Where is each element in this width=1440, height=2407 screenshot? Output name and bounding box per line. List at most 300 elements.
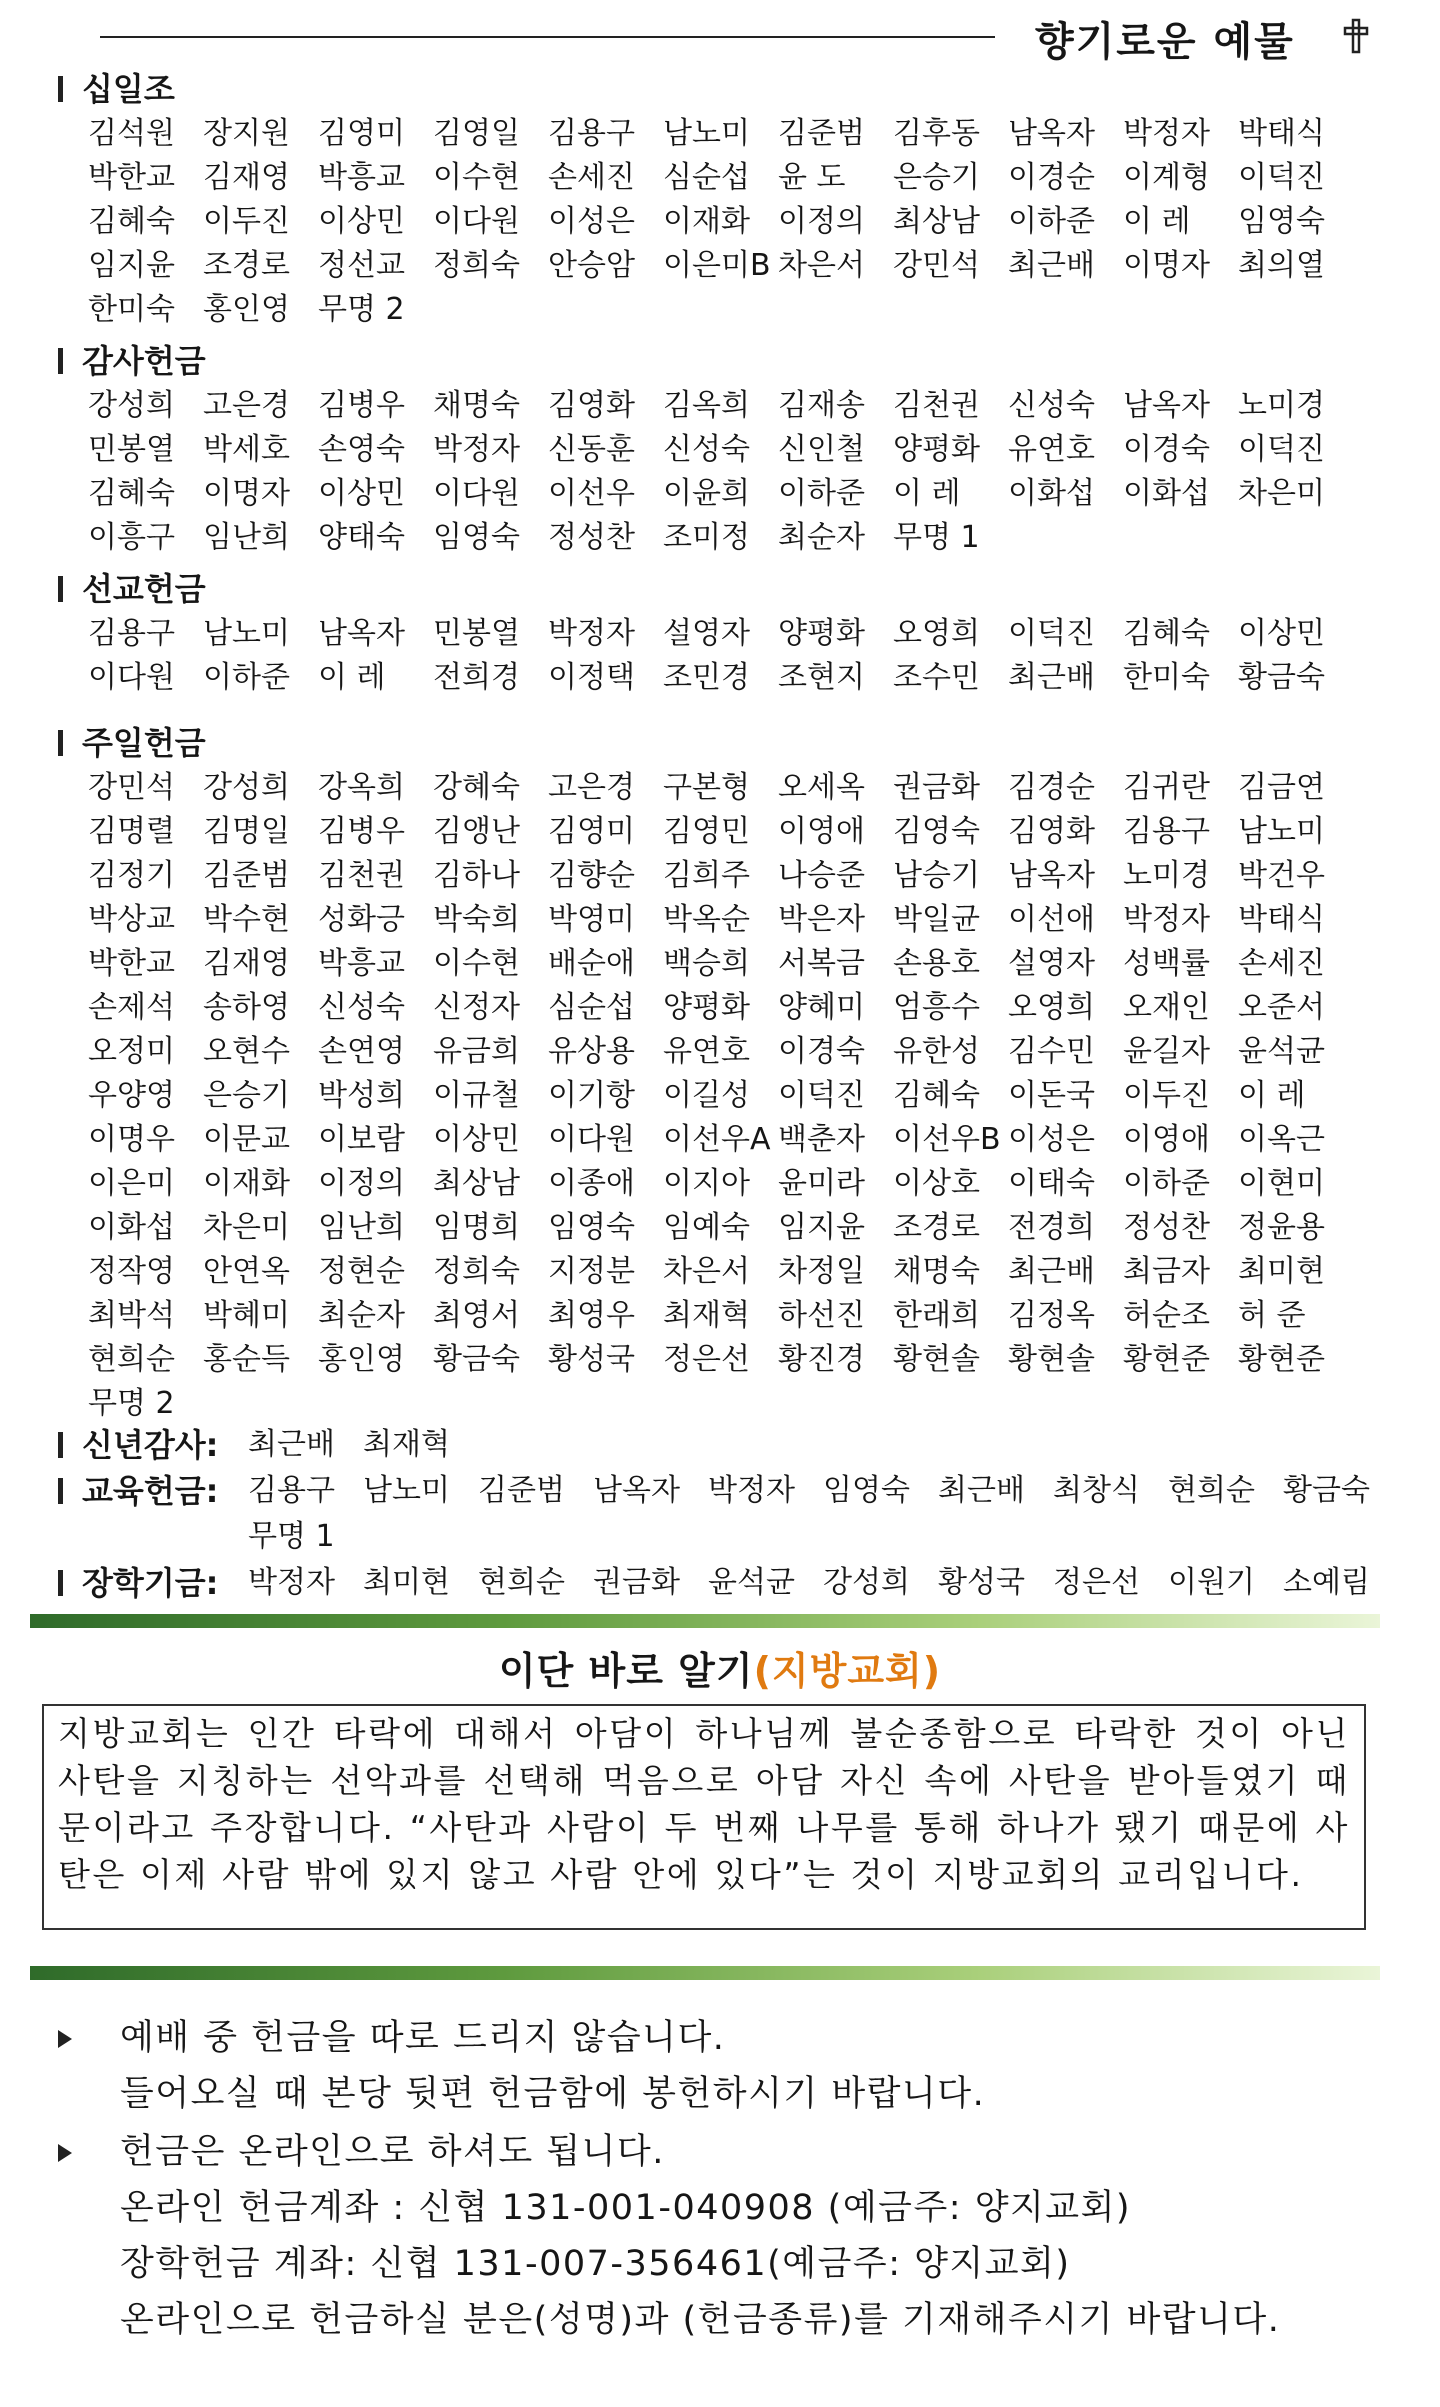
section-title: 주일헌금 [82, 724, 206, 762]
donor-name: 남승기 [893, 858, 980, 893]
donor-name: 성화긍 [318, 902, 405, 937]
donor-name: 임지윤 [88, 248, 175, 283]
donor-name: 오영희 [1008, 990, 1095, 1025]
section-title: 감사헌금 [82, 342, 206, 380]
donor-name: 김귀란 [1123, 770, 1210, 805]
donor-name: 무명 1 [893, 520, 980, 555]
donor-name: 박정자 [708, 1473, 795, 1508]
donor-name: 최금자 [1123, 1254, 1210, 1289]
donor-name: 박수현 [203, 902, 290, 937]
heresy-body: 지방교회는 인간 타락에 대해서 아담이 하나님께 불순종함으로 타락한 것이 아닌 사탄을 지칭하는 선악과를 선택해 먹음으로 아담 자신 속에 사탄을 받아들였기 때문이라고 주장합니다. “사탄과 사람이 두 번째 나무를 통해 하나가 됐기 때문에 사탄은 이제 사람 밖에 있지 않고 사람 안에 있다”는 것이 지방교회의 교리입니다. [58, 1714, 1350, 1894]
donor-name: 손세진 [548, 160, 635, 195]
donor-name: 홍인영 [203, 292, 290, 327]
donor-name: 남노미 [203, 616, 290, 651]
donor-name: 차은미 [1238, 476, 1325, 511]
notice-line: 온라인으로 헌금하실 분은(성명)과 (헌금종류)를 기재해주시기 바랍니다. [120, 2300, 1281, 2340]
donor-name: 최박석 [88, 1298, 175, 1333]
donor-name: 전경희 [1008, 1210, 1095, 1245]
donor-name: 엄흥수 [893, 990, 980, 1025]
donor-name: 손제석 [88, 990, 175, 1025]
donor-name: 김하나 [433, 858, 520, 893]
donor-name: 소예림 [1283, 1565, 1370, 1600]
name-list [88, 766, 1388, 1426]
donor-name: 민봉열 [433, 616, 520, 651]
donor-name: 임지윤 [778, 1210, 865, 1245]
donor-name: 황성국 [938, 1565, 1025, 1600]
donor-name: 홍인영 [318, 1342, 405, 1377]
notice-line: 온라인 헌금계좌 : 신협 131-001-040908 (예금주: 양지교회) [120, 2188, 1132, 2228]
donor-name: 윤미라 [778, 1166, 865, 1201]
donor-name: 오현수 [203, 1034, 290, 1069]
donor-name: 최순자 [778, 520, 865, 555]
donor-name: 이수현 [433, 946, 520, 981]
green-divider [30, 1966, 1380, 1980]
notice-line: 장학헌금 계좌: 신협 131-007-356461(예금주: 양지교회) [120, 2244, 1071, 2284]
donor-name: 황금숙 [1283, 1473, 1370, 1508]
donor-name: 이다원 [88, 660, 175, 695]
donor-name: 이영애 [1123, 1122, 1210, 1157]
donor-name: 박정자 [433, 432, 520, 467]
donor-name: 최창식 [1053, 1473, 1140, 1508]
donor-name: 안연옥 [203, 1254, 290, 1289]
donor-name: 강성희 [88, 388, 175, 423]
donor-name: 이옥근 [1238, 1122, 1325, 1157]
donor-name: 이상민 [318, 476, 405, 511]
donor-name: 이두진 [1123, 1078, 1210, 1113]
donor-name: 이명우 [88, 1122, 175, 1157]
donor-name: 배순애 [548, 946, 635, 981]
donor-name: 박영미 [548, 902, 635, 937]
donor-name: 김용구 [1123, 814, 1210, 849]
donor-name: 윤 도 [778, 160, 846, 195]
donor-name: 이흥구 [88, 520, 175, 555]
donor-name: 박정자 [1123, 902, 1210, 937]
donor-name: 강혜숙 [433, 770, 520, 805]
donor-name: 김준범 [478, 1473, 565, 1508]
donor-name: 김앵난 [433, 814, 520, 849]
donor-name: 김수민 [1008, 1034, 1095, 1069]
heresy-title-sub: (지방교회) [753, 1649, 942, 1693]
section-title: 십일조 [82, 70, 175, 108]
donor-name: 최근배 [1008, 1254, 1095, 1289]
donor-name: 박은자 [778, 902, 865, 937]
donor-name: 최영우 [548, 1298, 635, 1333]
donor-name: 박성희 [318, 1078, 405, 1113]
donor-name: 김향순 [548, 858, 635, 893]
name-list [88, 384, 1388, 560]
donor-name: 황현솔 [1008, 1342, 1095, 1377]
donor-name: 황현준 [1123, 1342, 1210, 1377]
donor-name: 신성숙 [663, 432, 750, 467]
donor-name: 윤석균 [1238, 1034, 1325, 1069]
donor-name: 유연호 [663, 1034, 750, 1069]
donor-name: 이 레 [893, 476, 961, 511]
donor-name: 이화섭 [1008, 476, 1095, 511]
section-title: 장학기금: [82, 1564, 219, 1602]
donor-name: 허 준 [1238, 1298, 1306, 1333]
donor-name: 이윤희 [663, 476, 750, 511]
donor-name: 김금연 [1238, 770, 1325, 805]
donor-name: 유상용 [548, 1034, 635, 1069]
donor-name: 정은선 [663, 1342, 750, 1377]
donor-name: 이경순 [1008, 160, 1095, 195]
donor-name: 김천권 [318, 858, 405, 893]
donor-name: 이덕진 [1238, 432, 1325, 467]
donor-name: 김영화 [548, 388, 635, 423]
name-list [248, 1468, 1398, 1560]
section-marker [58, 348, 63, 374]
donor-name: 김혜숙 [1123, 616, 1210, 651]
donor-name: 민봉열 [88, 432, 175, 467]
donor-name: 이성은 [1008, 1122, 1095, 1157]
donor-name: 김영일 [433, 116, 520, 151]
donor-name: 한미숙 [88, 292, 175, 327]
donor-name: 최의열 [1238, 248, 1325, 283]
donor-name: 한래희 [893, 1298, 980, 1333]
section-title: 교육헌금: [82, 1472, 219, 1510]
donor-name: 황현솔 [893, 1342, 980, 1377]
donor-name: 정성찬 [1123, 1210, 1210, 1245]
name-list [248, 1560, 1398, 1606]
donor-name: 남노미 [663, 116, 750, 151]
donor-name: 이선우B [893, 1122, 1001, 1157]
donor-name: 노미경 [1123, 858, 1210, 893]
donor-name: 김천권 [893, 388, 980, 423]
donor-name: 최미현 [1238, 1254, 1325, 1289]
donor-name: 황현준 [1238, 1342, 1325, 1377]
donor-name: 조수민 [893, 660, 980, 695]
donor-name: 임영숙 [823, 1473, 910, 1508]
donor-name: 박흥교 [318, 160, 405, 195]
donor-name: 이덕진 [1238, 160, 1325, 195]
donor-name: 정희숙 [433, 1254, 520, 1289]
donor-name: 정현순 [318, 1254, 405, 1289]
donor-name: 안승암 [548, 248, 635, 283]
donor-name: 이길성 [663, 1078, 750, 1113]
donor-name: 은승기 [203, 1078, 290, 1113]
donor-name: 이태숙 [1008, 1166, 1095, 1201]
donor-name: 손용호 [893, 946, 980, 981]
donor-name: 박상교 [88, 902, 175, 937]
donor-name: 이상민 [433, 1122, 520, 1157]
donor-name: 차은서 [778, 248, 865, 283]
donor-name: 남노미 [363, 1473, 450, 1508]
donor-name: 이하준 [203, 660, 290, 695]
donor-name: 차은미 [203, 1210, 290, 1245]
donor-name: 이상민 [318, 204, 405, 239]
donor-name: 임예숙 [663, 1210, 750, 1245]
donor-name: 신성숙 [318, 990, 405, 1025]
donor-name: 강성희 [203, 770, 290, 805]
donor-name: 이경숙 [1123, 432, 1210, 467]
donor-name: 김준범 [778, 116, 865, 151]
donor-name: 최미현 [363, 1565, 450, 1600]
donor-name: 최근배 [1008, 248, 1095, 283]
donor-name: 손영숙 [318, 432, 405, 467]
donor-name: 이지아 [663, 1166, 750, 1201]
donor-name: 이문교 [203, 1122, 290, 1157]
donor-name: 강민석 [88, 770, 175, 805]
donor-name: 은승기 [893, 160, 980, 195]
donor-name: 김석원 [88, 116, 175, 151]
donor-name: 양평화 [663, 990, 750, 1025]
donor-name: 박한교 [88, 160, 175, 195]
donor-name: 정성찬 [548, 520, 635, 555]
arrow-right-icon [58, 2030, 72, 2048]
donor-name: 정작영 [88, 1254, 175, 1289]
donor-name: 오세옥 [778, 770, 865, 805]
donor-name: 윤길자 [1123, 1034, 1210, 1069]
donor-name: 박태식 [1238, 116, 1325, 151]
donor-name: 이원기 [1168, 1565, 1255, 1600]
donor-name: 심순섭 [663, 160, 750, 195]
donor-name: 권금화 [893, 770, 980, 805]
donor-name: 구본형 [663, 770, 750, 805]
donor-name: 양평화 [893, 432, 980, 467]
donor-name: 정은선 [1053, 1565, 1140, 1600]
donor-name: 박정자 [548, 616, 635, 651]
heresy-box [42, 1704, 1366, 1930]
donor-name: 차은서 [663, 1254, 750, 1289]
section-marker [58, 1478, 63, 1504]
donor-name: 남옥자 [1008, 858, 1095, 893]
donor-name: 이선애 [1008, 902, 1095, 937]
name-list [88, 112, 1388, 332]
donor-name: 김명일 [203, 814, 290, 849]
donor-name: 이은미B [663, 248, 771, 283]
donor-name: 김혜숙 [88, 476, 175, 511]
donor-name: 이정의 [778, 204, 865, 239]
notice-line: 들어오실 때 본당 뒷편 헌금함에 봉헌하시기 바랍니다. [120, 2074, 986, 2114]
donor-name: 허순조 [1123, 1298, 1210, 1333]
donor-name: 윤석균 [708, 1565, 795, 1600]
donor-name: 이경숙 [778, 1034, 865, 1069]
donor-name: 심순섭 [548, 990, 635, 1025]
donor-name: 정선교 [318, 248, 405, 283]
donor-name: 이정의 [318, 1166, 405, 1201]
donor-name: 김영민 [663, 814, 750, 849]
donor-name: 박일균 [893, 902, 980, 937]
donor-name: 이재화 [663, 204, 750, 239]
donor-name: 유연호 [1008, 432, 1095, 467]
donor-name: 오정미 [88, 1034, 175, 1069]
donor-name: 양태숙 [318, 520, 405, 555]
donor-name: 우양영 [88, 1078, 175, 1113]
donor-name: 강성희 [823, 1565, 910, 1600]
section-marker [58, 1570, 63, 1596]
donor-name: 노미경 [1238, 388, 1325, 423]
heresy-title [0, 1640, 1440, 1695]
donor-name: 김혜숙 [88, 204, 175, 239]
donor-name: 이화섭 [88, 1210, 175, 1245]
name-list [248, 1422, 1398, 1468]
donor-name: 고은경 [203, 388, 290, 423]
donor-name: 남옥자 [318, 616, 405, 651]
donor-name: 이다원 [433, 476, 520, 511]
donor-name: 이 레 [318, 660, 386, 695]
donor-name: 최상남 [893, 204, 980, 239]
donor-name: 김재영 [203, 160, 290, 195]
donor-name: 이상호 [893, 1166, 980, 1201]
donor-name: 김영미 [318, 116, 405, 151]
donor-name: 임난희 [203, 520, 290, 555]
donor-name: 김영화 [1008, 814, 1095, 849]
page-title: 향기로운 예물 [1035, 19, 1295, 65]
donor-name: 이하준 [1008, 204, 1095, 239]
green-divider [30, 1614, 1380, 1628]
donor-name: 하선진 [778, 1298, 865, 1333]
donor-name: 조경로 [203, 248, 290, 283]
donor-name: 성백률 [1123, 946, 1210, 981]
donor-name: 박혜미 [203, 1298, 290, 1333]
donor-name: 최재혁 [363, 1427, 450, 1462]
donor-name: 서복금 [778, 946, 865, 981]
donor-name: 이은미 [88, 1166, 175, 1201]
donor-name: 이다원 [433, 204, 520, 239]
arrow-right-icon [58, 2144, 72, 2162]
section-marker [58, 576, 63, 602]
donor-name: 이수현 [433, 160, 520, 195]
donor-name: 임명희 [433, 1210, 520, 1245]
donor-name: 이화섭 [1123, 476, 1210, 511]
donor-name: 이재화 [203, 1166, 290, 1201]
name-list [88, 612, 1388, 700]
donor-name: 박숙희 [433, 902, 520, 937]
donor-name: 이선우 [548, 476, 635, 511]
cross-icon [1342, 18, 1370, 54]
donor-name: 신정자 [433, 990, 520, 1025]
donor-name: 신성숙 [1008, 388, 1095, 423]
donor-name: 최근배 [938, 1473, 1025, 1508]
donor-name: 차정일 [778, 1254, 865, 1289]
donor-name: 장지원 [203, 116, 290, 151]
donor-name: 오영희 [893, 616, 980, 651]
donor-name: 남옥자 [1123, 388, 1210, 423]
donor-name: 박태식 [1238, 902, 1325, 937]
donor-name: 이덕진 [778, 1078, 865, 1113]
offerings-header [100, 6, 1380, 70]
donor-name: 이영애 [778, 814, 865, 849]
donor-name: 전희경 [433, 660, 520, 695]
donor-name: 양혜미 [778, 990, 865, 1025]
donor-name: 채명숙 [433, 388, 520, 423]
donor-name: 이하준 [1123, 1166, 1210, 1201]
donor-name: 최상남 [433, 1166, 520, 1201]
donor-name: 김정기 [88, 858, 175, 893]
donor-name: 백승희 [663, 946, 750, 981]
heresy-title-main: 이단 바로 알기 [498, 1649, 754, 1693]
donor-name: 무명 2 [318, 292, 405, 327]
donor-name: 이하준 [778, 476, 865, 511]
donor-name: 이덕진 [1008, 616, 1095, 651]
donor-name: 이다원 [548, 1122, 635, 1157]
donor-name: 이정택 [548, 660, 635, 695]
donor-name: 황진경 [778, 1342, 865, 1377]
donor-name: 김준범 [203, 858, 290, 893]
donor-name: 신동훈 [548, 432, 635, 467]
donor-name: 박흥교 [318, 946, 405, 981]
donor-name: 최근배 [1008, 660, 1095, 695]
donor-name: 이성은 [548, 204, 635, 239]
donor-name: 황금숙 [1238, 660, 1325, 695]
donor-name: 이계형 [1123, 160, 1210, 195]
donor-name: 이명자 [203, 476, 290, 511]
donor-name: 이돈국 [1008, 1078, 1095, 1113]
donor-name: 김희주 [663, 858, 750, 893]
donor-name: 무명 2 [88, 1386, 175, 1421]
donor-name: 김옥희 [663, 388, 750, 423]
donor-name: 김정옥 [1008, 1298, 1095, 1333]
donor-name: 이기항 [548, 1078, 635, 1113]
notice-line: 헌금은 온라인으로 하셔도 됩니다. [120, 2132, 665, 2172]
donor-name: 조미정 [663, 520, 750, 555]
notice-line: 예배 중 헌금을 따로 드리지 않습니다. [120, 2018, 726, 2058]
donor-name: 박세호 [203, 432, 290, 467]
donor-name: 황금숙 [433, 1342, 520, 1377]
header-rule [100, 36, 995, 38]
donor-name: 황성국 [548, 1342, 635, 1377]
donor-name: 이 레 [1123, 204, 1191, 239]
donor-name: 김경순 [1008, 770, 1095, 805]
donor-name: 최재혁 [663, 1298, 750, 1333]
donor-name: 박정자 [248, 1565, 335, 1600]
donor-name: 현희순 [1168, 1473, 1255, 1508]
donor-name: 이 레 [1238, 1078, 1306, 1113]
donor-name: 고은경 [548, 770, 635, 805]
donor-name: 정희숙 [433, 248, 520, 283]
donor-name: 강민석 [893, 248, 980, 283]
donor-name: 김용구 [248, 1473, 335, 1508]
section-marker [58, 1432, 63, 1458]
donor-name: 손세진 [1238, 946, 1325, 981]
donor-name: 최영서 [433, 1298, 520, 1333]
donor-name: 남노미 [1238, 814, 1325, 849]
donor-name: 조현지 [778, 660, 865, 695]
donor-name: 이규철 [433, 1078, 520, 1113]
donor-name: 김재영 [203, 946, 290, 981]
donor-name: 나승준 [778, 858, 865, 893]
donor-name: 이보람 [318, 1122, 405, 1157]
donor-name: 설영자 [663, 616, 750, 651]
donor-name: 오준서 [1238, 990, 1325, 1025]
donor-name: 신인철 [778, 432, 865, 467]
donor-name: 이명자 [1123, 248, 1210, 283]
donor-name: 이두진 [203, 204, 290, 239]
donor-name: 박건우 [1238, 858, 1325, 893]
donor-name: 조경로 [893, 1210, 980, 1245]
donor-name: 현희순 [478, 1565, 565, 1600]
donor-name: 김명렬 [88, 814, 175, 849]
donor-name: 박정자 [1123, 116, 1210, 151]
donor-name: 무명 1 [248, 1519, 335, 1554]
donor-name: 유한성 [893, 1034, 980, 1069]
section-marker [58, 76, 63, 102]
donor-name: 현희순 [88, 1342, 175, 1377]
donor-name: 강옥희 [318, 770, 405, 805]
donor-name: 정윤용 [1238, 1210, 1325, 1245]
section-title: 선교헌금 [82, 570, 206, 608]
donor-name: 채명숙 [893, 1254, 980, 1289]
donor-name: 임영숙 [433, 520, 520, 555]
donor-name: 이선우A [663, 1122, 771, 1157]
donor-name: 최근배 [248, 1427, 335, 1462]
donor-name: 박한교 [88, 946, 175, 981]
donor-name: 김재송 [778, 388, 865, 423]
donor-name: 설영자 [1008, 946, 1095, 981]
donor-name: 김영숙 [893, 814, 980, 849]
donor-name: 오재인 [1123, 990, 1210, 1025]
donor-name: 임영숙 [1238, 204, 1325, 239]
